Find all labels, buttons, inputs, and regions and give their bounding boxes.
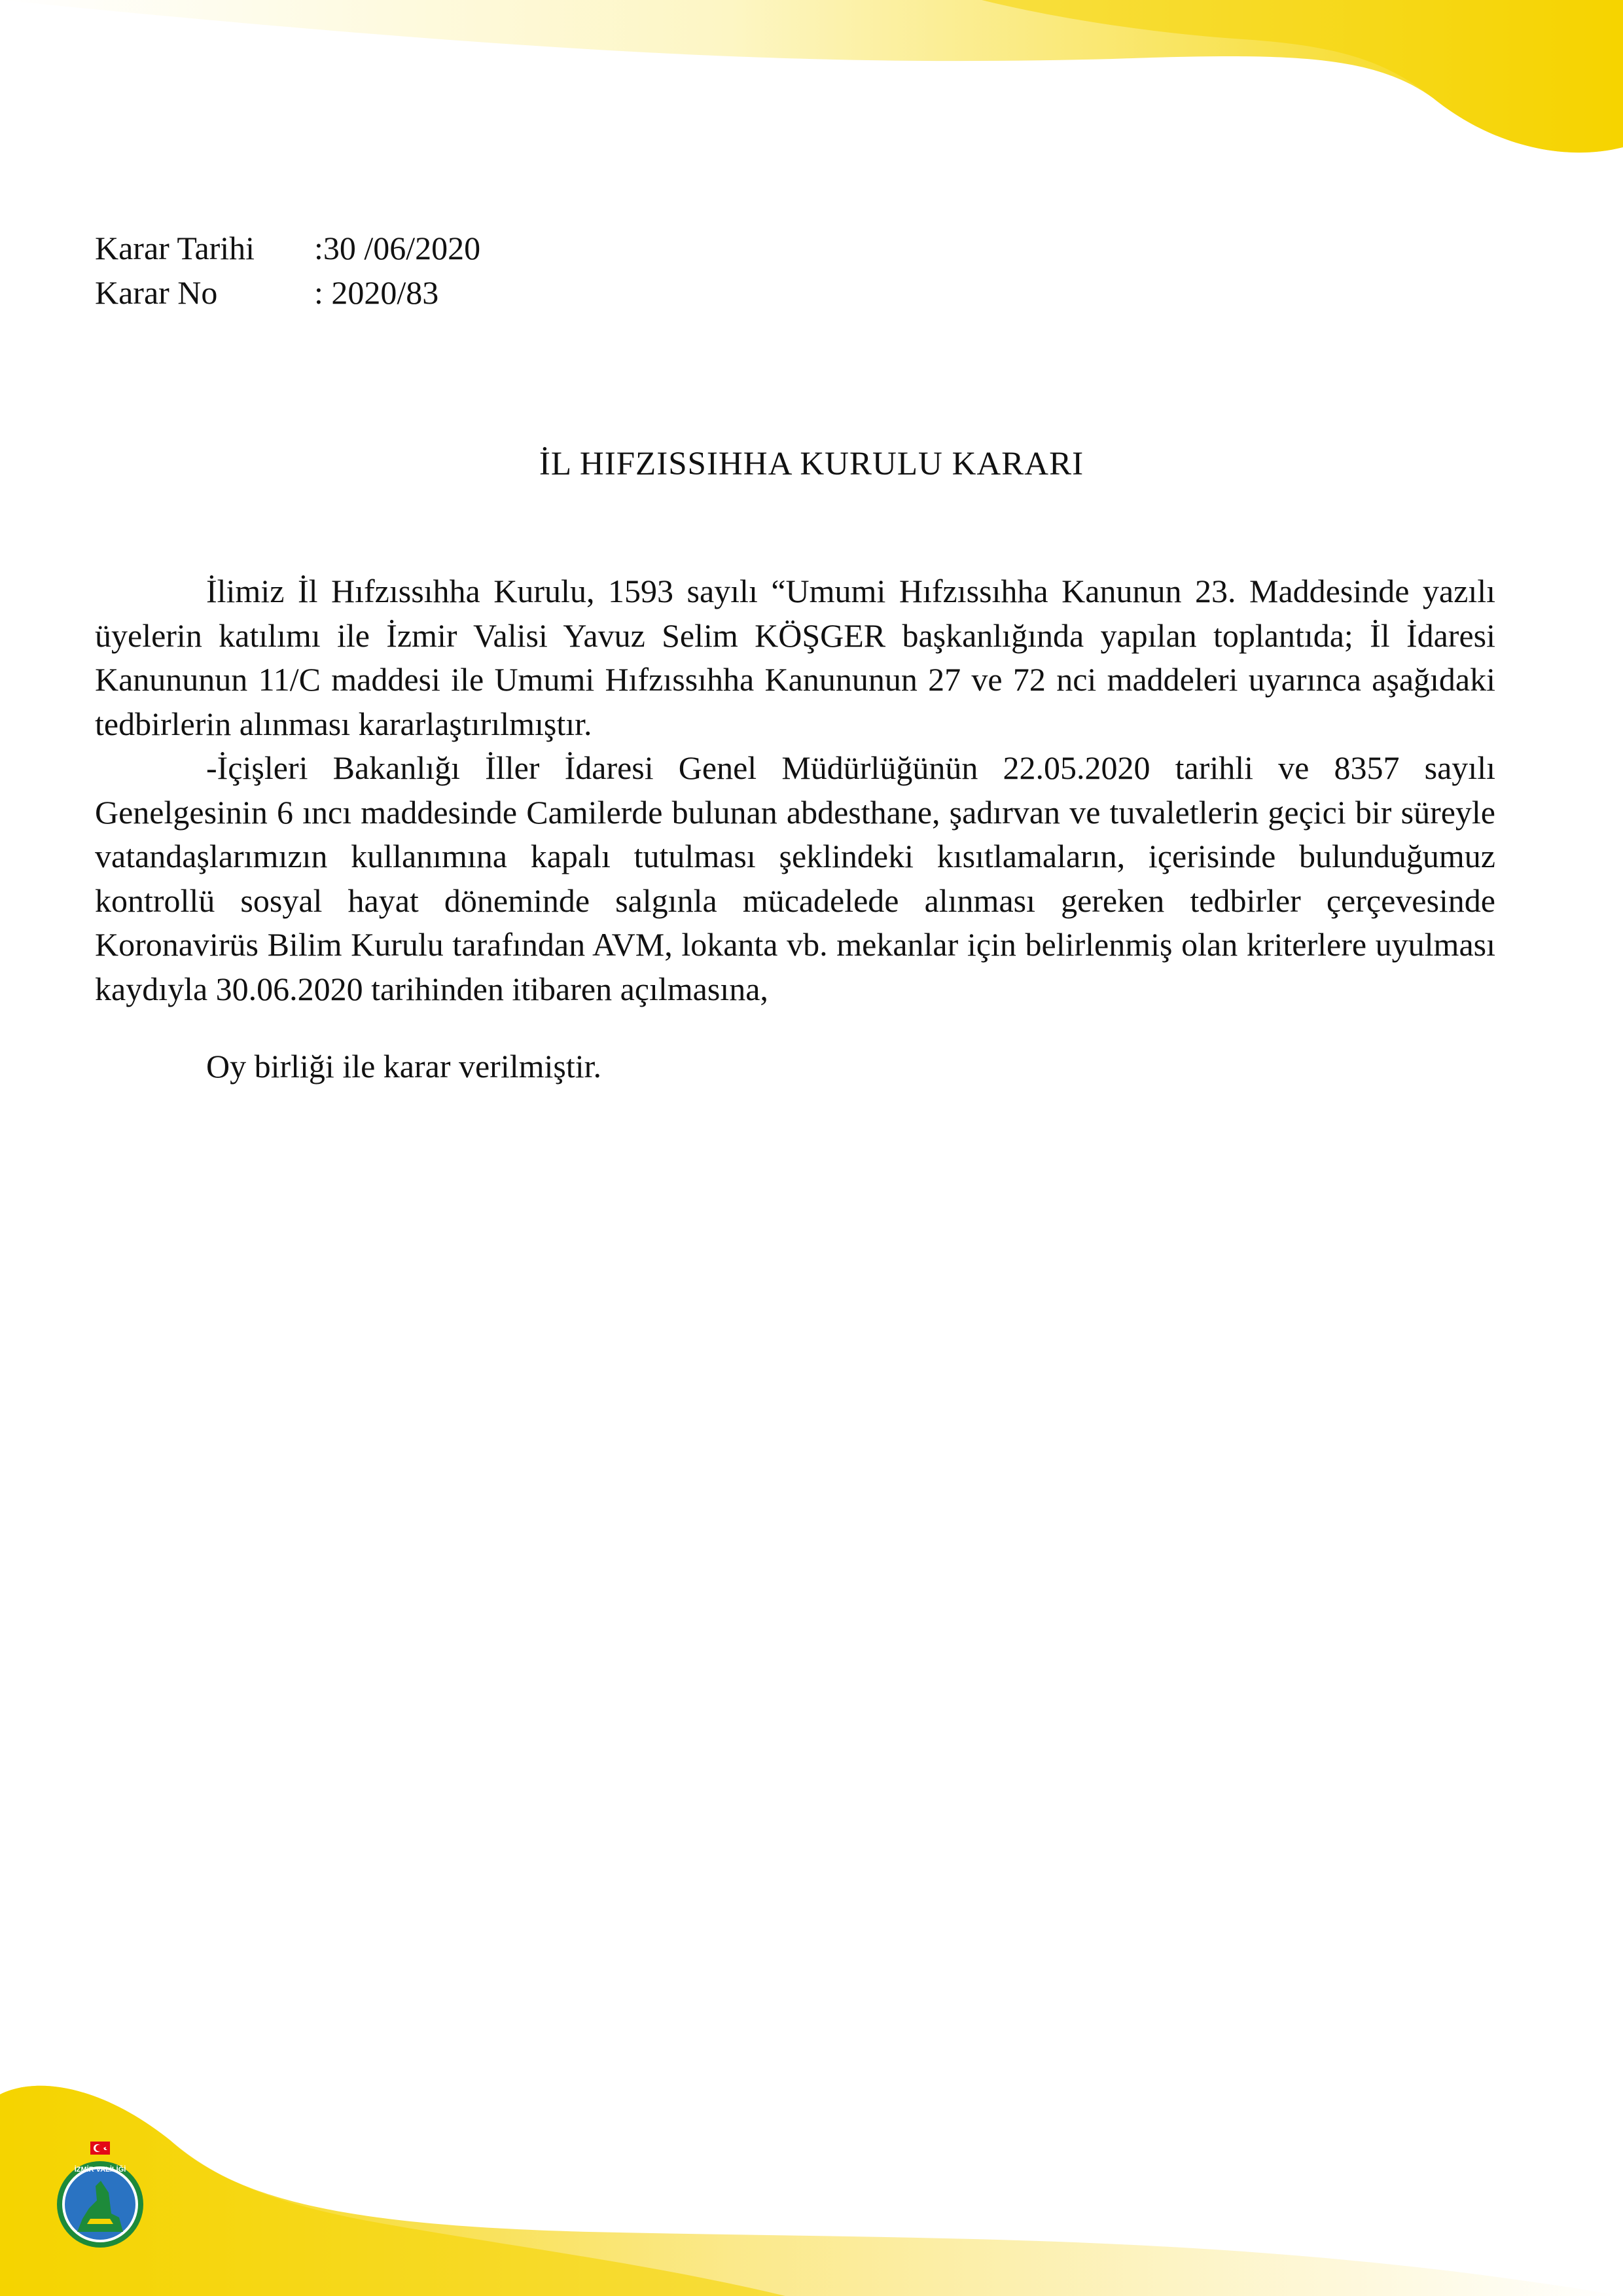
paragraph-decision: -İçişleri Bakanlığı İller İdaresi Genel Müdürlüğünün 22.05.2020 tarihli ve 8357 sayılı Genelgesinin 6 ıncı maddesinde Camilerde bulunan abdesthane, şadırvan ve tuvaletlerin geçici bir süreyle vatandaşlarımızın kullanımına kapalı tutulması şeklindeki kısıtlamaların, içerisinde bulunduğumuz kontrollü sosyal hayat döneminde salgınla mücadelede alınması gereken tedbirler çerçevesinde Koronavirüs Bilim Kurulu tarafından AVM, lokanta vb. mekanlar için belirlenmiş olan kriterlere uyulması kaydıyla 30.06.2020 tarihinden itibaren açılmasına,	[95, 749, 1495, 1007]
decision-date-row	[95, 226, 480, 270]
logo-text: İZMİR VALİLİĞİ	[74, 2166, 126, 2174]
decision-date-label: Karar Tarihi	[95, 230, 255, 266]
decision-number-row	[95, 270, 480, 315]
decision-number-label: Karar No	[95, 274, 218, 311]
izmir-governorship-seal-icon	[51, 2140, 149, 2251]
closing-statement: Oy birliği ile karar verilmiştir.	[206, 1048, 602, 1085]
decision-meta	[95, 226, 480, 315]
decision-date-value: :30 /06/2020	[314, 230, 481, 266]
decision-number-value: : 2020/83	[314, 274, 439, 311]
document-title: İL HIFZISSIHHA KURULU KARARI	[539, 446, 1084, 482]
bottom-wave-decoration	[0, 2068, 1623, 2296]
top-wave-decoration	[0, 0, 1623, 157]
document-body	[95, 569, 1495, 1011]
paragraph-intro: İlimiz İl Hıfzıssıhha Kurulu, 1593 sayılı “Umumi Hıfzıssıhha Kanunun 23. Maddesinde yazılı üyelerin katılımı ile İzmir Valisi Yavuz Selim KÖŞGER başkanlığında yapılan toplantıda; İl İdaresi Kanununun 11/C maddesi ile Umumi Hıfzıssıhha Kanununun 27 ve 72 nci maddeleri uyarınca aşağıdaki tedbirlerin alınması kararlaştırılmıştır.	[95, 573, 1495, 742]
